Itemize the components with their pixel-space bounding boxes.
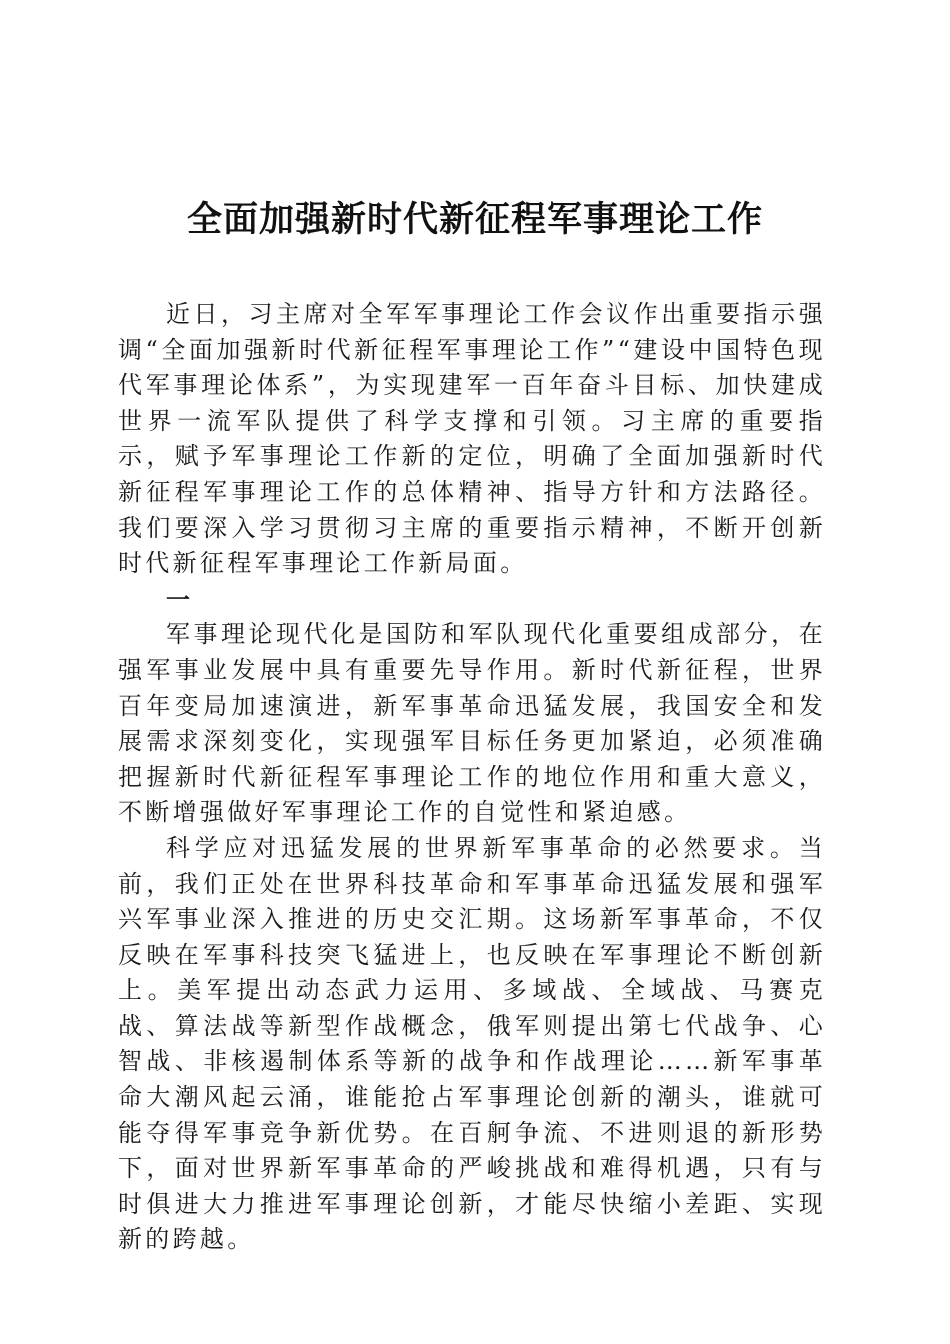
document-body (118, 297, 826, 1258)
intro-paragraph: 近日，习主席对全军军事理论工作会议作出重要指示强调“全面加强新时代新征程军事理论工作”“建设中国特色现代军事理论体系”，为实现建军一百年奋斗目标、加快建成世界一流军队提供了科学支撑和引领。习主席的重要指示，赋予军事理论工作新的定位，明确了全面加强新时代新征程军事理论工作的总体精神、指导方针和方法路径。我们要深入学习贯彻习主席的重要指示精神，不断开创新时代新征程军事理论工作新局面。 (118, 300, 826, 578)
section-heading-one: 一 (166, 584, 194, 614)
document-title: 全面加强新时代新征程军事理论工作 (186, 199, 763, 240)
body-paragraph: 科学应对迅猛发展的世界新军事革命的必然要求。当前，我们正处在世界科技革命和军事革命迅猛发展和强军兴军事业深入推进的历史交汇期。这场新军事革命，不仅反映在军事科技突飞猛进上，也反映在军事理论不断创新上。美军提出动态武力运用、多域战、全域战、马赛克战、算法战等新型作战概念，俄军则提出第七代战争、心智战、非核遏制体系等新的战争和作战理论……新军事革命大潮风起云涌，谁能抢占军事理论创新的潮头，谁就可能夺得军事竞争新优势。在百舸争流、不进则退的新形势下，面对世界新军事革命的严峻挑战和难得机遇，只有与时俱进大力推进军事理论创新，才能尽快缩小差距、实现新的跨越。 (118, 833, 826, 1254)
body-paragraph: 军事理论现代化是国防和军队现代化重要组成部分，在强军事业发展中具有重要先导作用。新时代新征程，世界百年变局加速演进，新军事革命迅猛发展，我国安全和发展需求深刻变化，实现强军目标任务更加紧迫，必须准确把握新时代新征程军事理论工作的地位作用和重大意义，不断增强做好军事理论工作的自觉性和紧迫感。 (118, 620, 826, 827)
